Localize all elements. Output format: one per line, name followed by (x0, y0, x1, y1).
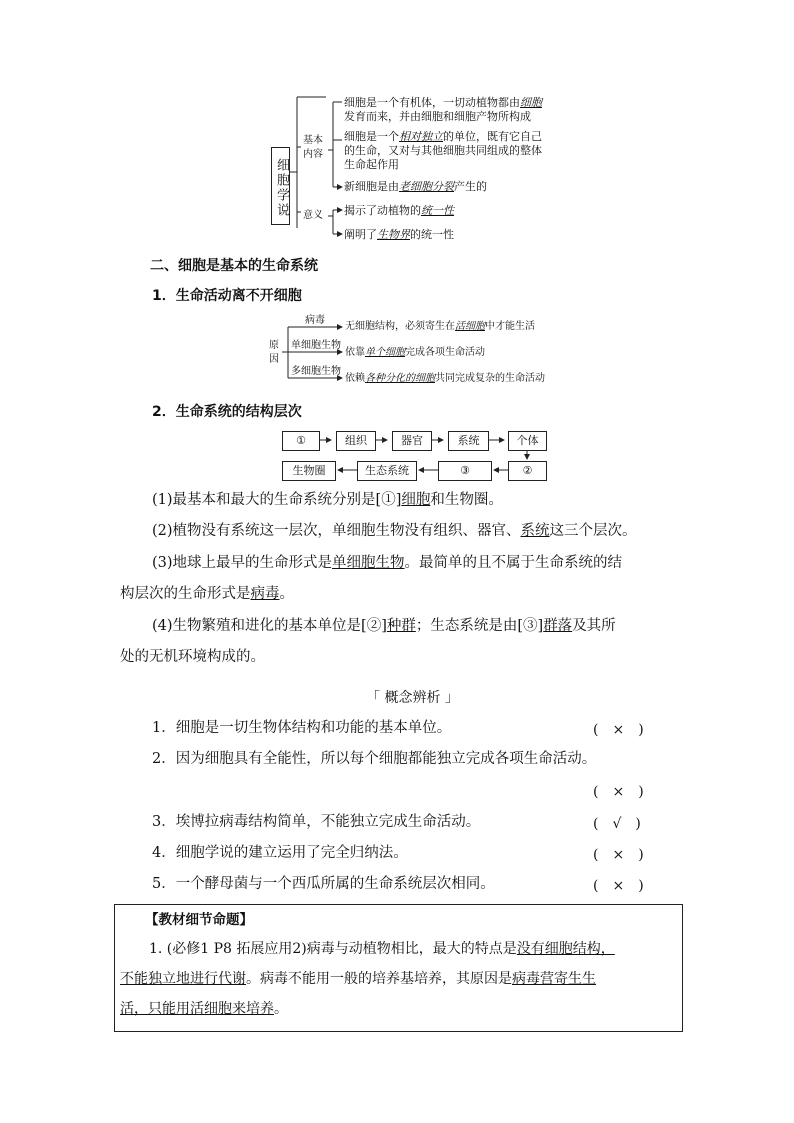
content3-line (344, 180, 487, 193)
branch1-text-c: 中才能生活 (485, 321, 535, 332)
meaning-label: 意义 (303, 210, 323, 221)
content3-keyword: 老细胞分裂 (399, 180, 454, 193)
meaning2-keyword: 生物界 (377, 228, 410, 241)
flow-box-9: ② (508, 461, 547, 481)
paragraph-3 (152, 554, 622, 572)
content1-line2: 发育而来，并由细胞和细胞产物所构成 (344, 110, 531, 123)
flow-box-8: ③ (438, 461, 492, 481)
textbook-box-title: 【教材细节命题】 (145, 912, 253, 928)
content2-line3: 生命起作用 (344, 158, 399, 171)
meaning1-text: 揭示了动植物的 (344, 204, 421, 217)
p3-line2-keyword: 病毒 (250, 586, 280, 602)
flow-box-7: 生态系统 (357, 461, 417, 481)
branch3-text (345, 373, 545, 385)
concept-item-2: 2．因为细胞具有全能性，所以每个细胞都能独立完成各项生命活动。 (152, 751, 597, 767)
concept-item-5: 5．一个酵母菌与一个西瓜所属的生命系统层次相同。 (152, 876, 495, 892)
p1-text-a: (1)最基本和最大的生命系统分别是[①] (152, 492, 402, 508)
textbook-line2-keyword-2: 病毒营寄生生 (512, 971, 596, 987)
branch2-keyword: 单个细胞 (365, 347, 405, 358)
branch3-text-a: 依赖 (345, 373, 365, 384)
cell-theory-root-box (271, 147, 290, 225)
flow-box-6: 生物圈 (282, 461, 336, 481)
paragraph-1 (152, 491, 503, 509)
textbook-line3-keyword: 活，只能用活细胞来培养 (120, 1001, 274, 1017)
content2-text-c: 的单位，既有它自己 (443, 130, 542, 143)
textbook-line-1 (149, 938, 615, 958)
p2-text-c: 这三个层次。 (549, 523, 637, 539)
branch3-label: 多细胞生物 (291, 366, 341, 377)
section2-heading: 二、细胞是基本的生命系统 (150, 258, 318, 274)
concept-mark-3: ( √ ) (593, 816, 641, 832)
branch3-text-c: 共同完成复杂的生命活动 (435, 373, 545, 384)
paragraph-2 (152, 522, 637, 540)
p4-text-e: 及其所 (572, 618, 616, 634)
section2-sub2: 2．生命系统的结构层次 (152, 404, 302, 420)
branch1-text-a: 无细胞结构，必须寄生在 (345, 321, 455, 332)
p1-text-c: 和生物圈。 (430, 492, 503, 508)
branch3-keyword: 各种分化的细胞 (365, 373, 435, 384)
reason-root-1: 原 (269, 340, 279, 351)
reason-root-2: 因 (269, 354, 279, 365)
textbook-line2-keyword-1: 不能独立地进行代谢 (120, 971, 246, 987)
branch1-text (345, 321, 535, 333)
p3-line2-text-c: 。 (279, 586, 294, 602)
paragraph-3-line2 (120, 585, 294, 603)
branch2-text (345, 347, 485, 359)
textbook-line3-text: 。 (274, 1001, 288, 1017)
p3-text-a: (3)地球上最早的生命形式是 (152, 555, 333, 571)
branch2-text-a: 依靠 (345, 347, 365, 358)
meaning1-line (344, 204, 454, 217)
concept-mark-4: ( × ) (593, 847, 644, 863)
textbook-line-2 (120, 968, 596, 988)
concept-item-1: 1．细胞是一切生物体结构和功能的基本单位。 (152, 720, 452, 736)
flow-box-4: 系统 (448, 431, 489, 451)
paragraph-4-line2: 处的无机环境构成的。 (120, 649, 265, 665)
content2-line1 (344, 130, 542, 143)
branch2-text-c: 完成各项生命活动 (405, 347, 485, 358)
textbook-detail-box (114, 904, 683, 1032)
meaning2-text-a: 阐明了 (344, 228, 377, 241)
concept-heading: 「 概念辨析 」 (366, 690, 459, 706)
meaning2-text-c: 的统一性 (410, 228, 454, 241)
p4-text-c: ；生态系统是由[③] (415, 618, 544, 634)
concept-mark-5: ( × ) (593, 878, 644, 894)
cell-theory-root-label: 细胞学说 (274, 158, 289, 218)
p3-line2-text-a: 构层次的生命形式是 (120, 586, 251, 602)
meaning1-keyword: 统一性 (421, 204, 454, 217)
p1-keyword: 细胞 (401, 492, 431, 508)
content2-text-a: 细胞是一个 (344, 130, 399, 143)
meaning2-line (344, 228, 454, 241)
textbook-line2-text: 。病毒不能用一般的培养基培养，其原因是 (246, 971, 512, 987)
textbook-line1-text: 1. (必修1 P8 拓展应用2)病毒与动植物相比，最大的特点是 (149, 941, 517, 957)
content2-line2: 的生命，又对与其他细胞共同组成的整体 (344, 144, 542, 157)
concept-mark-1: ( × ) (593, 722, 644, 738)
flow-box-3: 器官 (392, 431, 432, 451)
branch1-keyword: 活细胞 (455, 321, 485, 332)
flow-box-2: 组织 (336, 431, 376, 451)
textbook-line-3 (120, 998, 288, 1018)
concept-item-3: 3．埃博拉病毒结构简单，不能独立完成生命活动。 (152, 814, 481, 830)
branch1-label: 病毒 (305, 315, 325, 326)
concept-item-4: 4．细胞学说的建立运用了完全归纳法。 (152, 845, 408, 861)
textbook-line1-keyword: 没有细胞结构， (516, 941, 615, 957)
p4-keyword-1: 种群 (386, 618, 416, 634)
content3-text-c: 产生的 (454, 180, 487, 193)
p2-text-a: (2)植物没有系统这一层次，单细胞生物没有组织、器官、 (152, 523, 521, 539)
content3-text-a: 新细胞是由 (344, 180, 399, 193)
branch2-label: 单细胞生物 (291, 340, 341, 351)
p4-keyword-2: 群落 (543, 618, 573, 634)
flow-box-5: 个体 (508, 431, 547, 451)
content1-text: 细胞是一个有机体，一切动植物都由 (344, 96, 520, 109)
content1-keyword: 细胞 (520, 96, 542, 109)
basic-label-2: 内容 (303, 149, 323, 160)
paragraph-4 (152, 617, 616, 635)
section2-sub1: 1．生命活动离不开细胞 (152, 288, 302, 304)
basic-label-1: 基本 (303, 135, 323, 146)
flow-box-1: ① (282, 431, 320, 451)
p3-keyword: 单细胞生物 (332, 555, 405, 571)
content1-line1 (344, 96, 542, 109)
content2-keyword: 相对独立 (399, 130, 443, 143)
p3-text-c: 。最简单的且不属于生命系统的结 (404, 555, 623, 571)
p2-keyword: 系统 (520, 523, 550, 539)
p4-text-a: (4)生物繁殖和进化的基本单位是[②] (152, 618, 387, 634)
concept-mark-2: ( × ) (593, 784, 644, 800)
